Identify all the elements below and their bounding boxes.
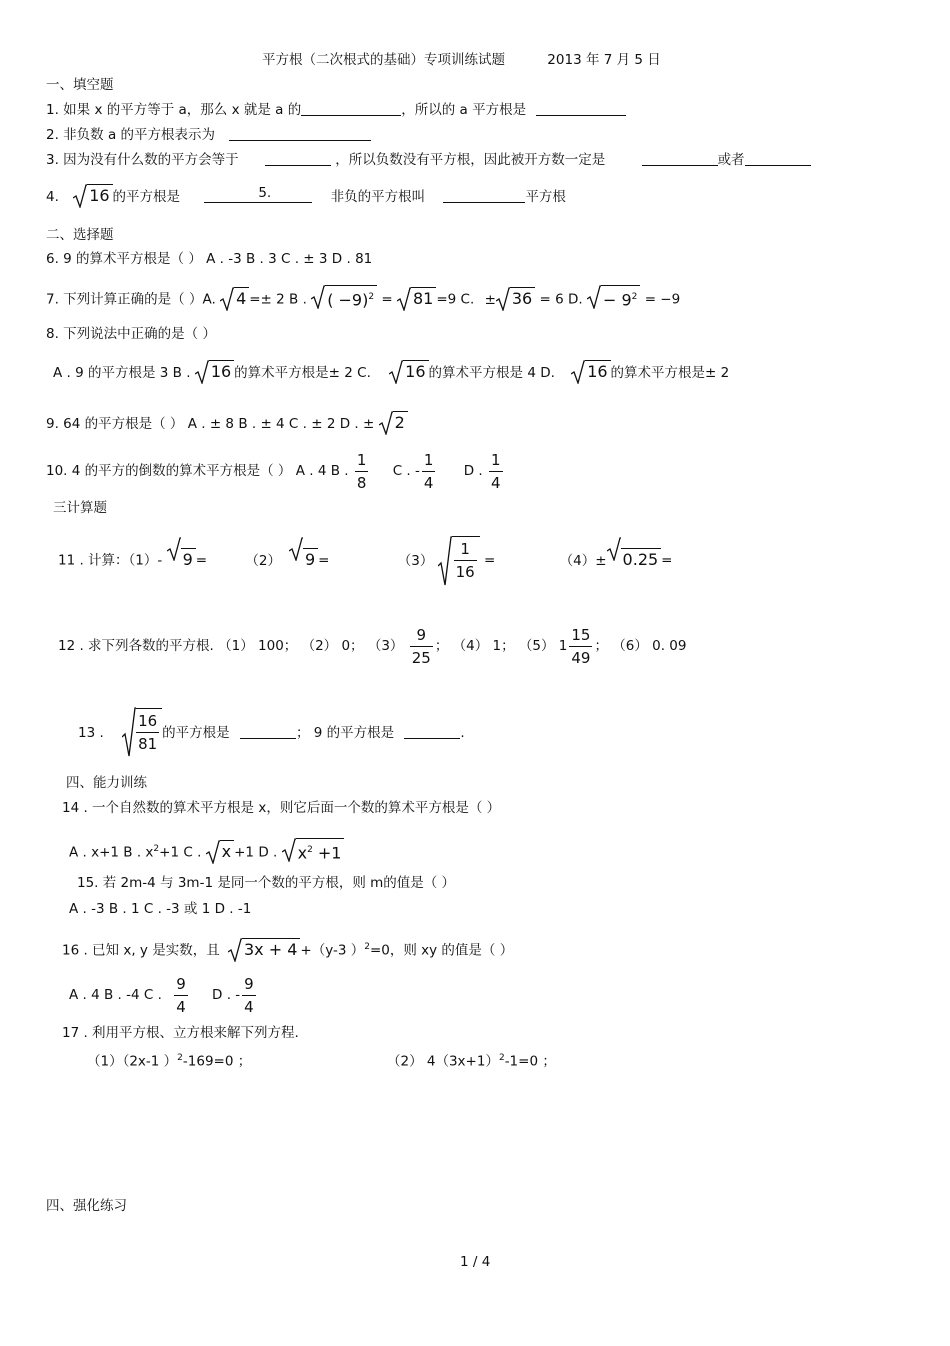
q16-option-d: D . - — [212, 987, 241, 1003]
question-1 — [46, 101, 626, 119]
section-reinforcement: 四、强化练习 — [46, 1198, 127, 1214]
question-11 — [58, 536, 672, 585]
q13-number: 13 . — [78, 725, 104, 741]
question-14: 14 . 一个自然数的算术平方根是 x，则它后面一个数的算术平方根是（ ） — [62, 800, 501, 816]
q7-text-d: =9 C. — [436, 291, 475, 308]
q3-text-c: 或者 — [717, 152, 745, 168]
q10-text: 10. 4 的平方的倒数的算术平方根是（ ） A . 4 B . — [46, 463, 349, 479]
sqrt-neg9-squared: ( −9)$^2$ — [311, 285, 377, 314]
q16-text-b: +（y-3 ） — [300, 942, 365, 959]
q14-option-ab: A . x+1 B . x — [69, 844, 154, 861]
sqrt-81: 81 — [397, 287, 436, 313]
q16-text-c: =0，则 xy 的值是（ ） — [369, 942, 514, 959]
fraction-9-4-c: $\frac{9}{4}$ — [176, 974, 186, 1016]
question-16-options — [69, 972, 258, 1018]
title-date: 2013 年 7 月 5 日 — [547, 52, 661, 68]
q3-text-a: 3. 因为没有什么数的平方会等于 — [46, 152, 239, 168]
question-15: 15. 若 2m-4 与 3m-1 是同一个数的平方根，则 m的值是（ ） — [77, 875, 456, 891]
sqrt-x: x — [206, 840, 234, 866]
q8-option-d: 的算术平方根是± 2 — [610, 365, 730, 381]
q2-blank — [229, 126, 371, 141]
q13-text-b: 的平方根是 — [162, 725, 230, 741]
q1-blank-2 — [536, 101, 626, 116]
fraction-9-4-d: $\frac{9}{4}$ — [244, 974, 254, 1016]
q13-blank-1 — [240, 724, 296, 739]
sqrt-16-over-81: $\frac{16}{81}$ — [122, 707, 162, 759]
sqrt-16: 16 — [73, 184, 112, 210]
q11-part-1: 11 . 计算：（1）- — [58, 552, 163, 569]
question-17: 17 . 利用平方根、立方根来解下列方程. — [62, 1025, 299, 1041]
question-14-options: A . x+1 B . $x^2+1$ C . x +1 D . $x^2 +1$ — [69, 836, 344, 867]
section-choice: 二、选择题 — [46, 227, 114, 243]
q5-text: 非负的平方根叫 — [330, 189, 426, 205]
fraction-15-49: $\frac{15}{49}$ — [571, 625, 591, 667]
q13-period: . — [460, 725, 465, 741]
q14-option-c: +1 C . — [159, 844, 202, 861]
q1-text-b: ，所以的 a 平方根是 — [401, 102, 527, 118]
q3-text-b: ，所以负数没有平方根，因此被开方数一定是 — [335, 152, 606, 168]
q7-text-g: = −9 — [644, 291, 681, 308]
page-title — [262, 51, 661, 69]
question-3 — [46, 151, 811, 169]
page-number: 1 / 4 — [460, 1254, 491, 1270]
q5-text-end: 平方根 — [525, 189, 566, 205]
q3-blank-1 — [265, 151, 331, 166]
q7-text-b: =± 2 B . — [249, 291, 307, 308]
question-7 — [46, 285, 680, 314]
sqrt-0-25: 0.25 — [607, 537, 662, 585]
q4-blank — [204, 185, 312, 203]
sqrt-x-squared-plus-1: $x^2 +1$ — [282, 838, 345, 867]
sqrt-9-a: 9 — [167, 537, 196, 585]
section-fill-in: 一、填空题 — [46, 77, 114, 93]
question-15-options: A . -3 B . 1 C . -3 或 1 D . -1 — [69, 901, 252, 917]
question-8-options — [53, 360, 729, 386]
q11-eq-1: = — [195, 552, 208, 569]
q16-text-a: 16 . 已知 x, y 是实数，且 — [62, 942, 220, 959]
sqrt-neg-9-squared: − $9^2$ — [587, 285, 640, 314]
q12-text: 12 . 求下列各数的平方根. （1） 100； （2） 0； （3） — [58, 638, 404, 654]
q7-text-a: 7. 下列计算正确的是（ ）A. — [46, 291, 216, 308]
question-6: 6. 9 的算术平方根是（ ） A . -3 B . 3 C . ± 3 D . 81 — [46, 251, 373, 267]
question-13 — [78, 707, 465, 759]
sqrt-9-b: 9 — [289, 537, 318, 585]
q13-blank-2 — [404, 724, 460, 739]
question-8: 8. 下列说法中正确的是（ ） — [46, 326, 216, 342]
q5-number: 5. — [258, 185, 272, 201]
sqrt-16-c: 16 — [389, 360, 428, 386]
q11-eq-2: = — [318, 552, 330, 569]
q11-part-4: （4）± — [559, 552, 607, 569]
question-16: 16 . 已知 x, y 是实数，且 3x + 4 +（y-3 ）$^2$=0，则 xy 的值是（ ） — [62, 934, 513, 964]
q14-option-d: +1 D . — [234, 844, 278, 861]
q3-blank-3 — [745, 151, 811, 166]
q7-text-c: = — [381, 291, 393, 308]
q8-option-bc: 的算术平方根是± 2 C. — [234, 365, 371, 381]
title-text: 平方根（二次根式的基础）专项训练试题 — [262, 52, 505, 68]
sqrt-16-d: 16 — [571, 360, 610, 386]
fraction-1-4-d: $\frac{1}{4}$ — [491, 450, 501, 492]
question-4 — [46, 184, 566, 210]
q11-eq-3: = — [484, 552, 496, 569]
q4-number: 4. — [46, 189, 59, 205]
section-ability: 四、能力训练 — [66, 775, 147, 791]
q10-option-c: C . - — [392, 463, 420, 479]
question-17-part-1: （1）（2x-1 ）$^2$-169=0 ； — [87, 1053, 252, 1070]
sqrt-16-b: 16 — [195, 360, 234, 386]
sqrt-2: 2 — [379, 411, 408, 437]
q3-blank-2 — [642, 151, 718, 166]
q11-eq-4: = — [661, 552, 673, 569]
q11-part-2: （2） — [245, 552, 281, 569]
fraction-9-25: $\frac{9}{25}$ — [411, 625, 431, 667]
q4-text-a: 的平方根是 — [112, 189, 181, 205]
sqrt-4: 4 — [220, 287, 249, 313]
fraction-1-4-c: $\frac{1}{4}$ — [423, 450, 434, 492]
q7-pm: ± — [484, 291, 496, 308]
q13-text-c: ； 9 的平方根是 — [295, 725, 395, 741]
q1-blank-1 — [301, 101, 401, 116]
q5-blank — [443, 188, 525, 203]
question-17-part-2: （2） $4(3x+1)^2-1=0$ ； — [387, 1053, 556, 1070]
fraction-1-8: $\frac{1}{8}$ — [356, 450, 367, 492]
q11-part-3: （3） — [397, 552, 434, 569]
q1-text-a: 1. 如果 x 的平方等于 a，那么 x 就是 a 的 — [46, 102, 302, 118]
question-9 — [46, 411, 408, 437]
question-2 — [46, 126, 371, 144]
q12-text-c: ； （6） 0. 09 — [594, 638, 687, 654]
q2-text: 2. 非负数 a 的平方根表示为 — [46, 127, 216, 143]
sqrt-3x-plus-4: 3x + 4 — [228, 938, 300, 964]
q9-text: 9. 64 的平方根是（ ） A . ± 8 B . ± 4 C . ± 2 D . ± — [46, 416, 375, 432]
q10-option-d: D . — [463, 463, 483, 479]
sqrt-1-over-16: $\frac{1}{16}$ — [438, 536, 480, 585]
q16-options-abc: A . 4 B . -4 C . — [69, 987, 162, 1003]
section-calculation: 三计算题 — [53, 500, 107, 516]
sqrt-36: 36 — [496, 287, 535, 313]
q7-text-f: = 6 D. — [539, 291, 583, 308]
q12-text-b: ； （4） 1； （5） 1 — [434, 638, 568, 654]
q8-option-ab: A . 9 的平方根是 3 B . — [53, 365, 191, 381]
question-12 — [58, 623, 686, 669]
question-10 — [46, 448, 505, 494]
q8-option-cd: 的算术平方根是 4 D. — [428, 365, 555, 381]
